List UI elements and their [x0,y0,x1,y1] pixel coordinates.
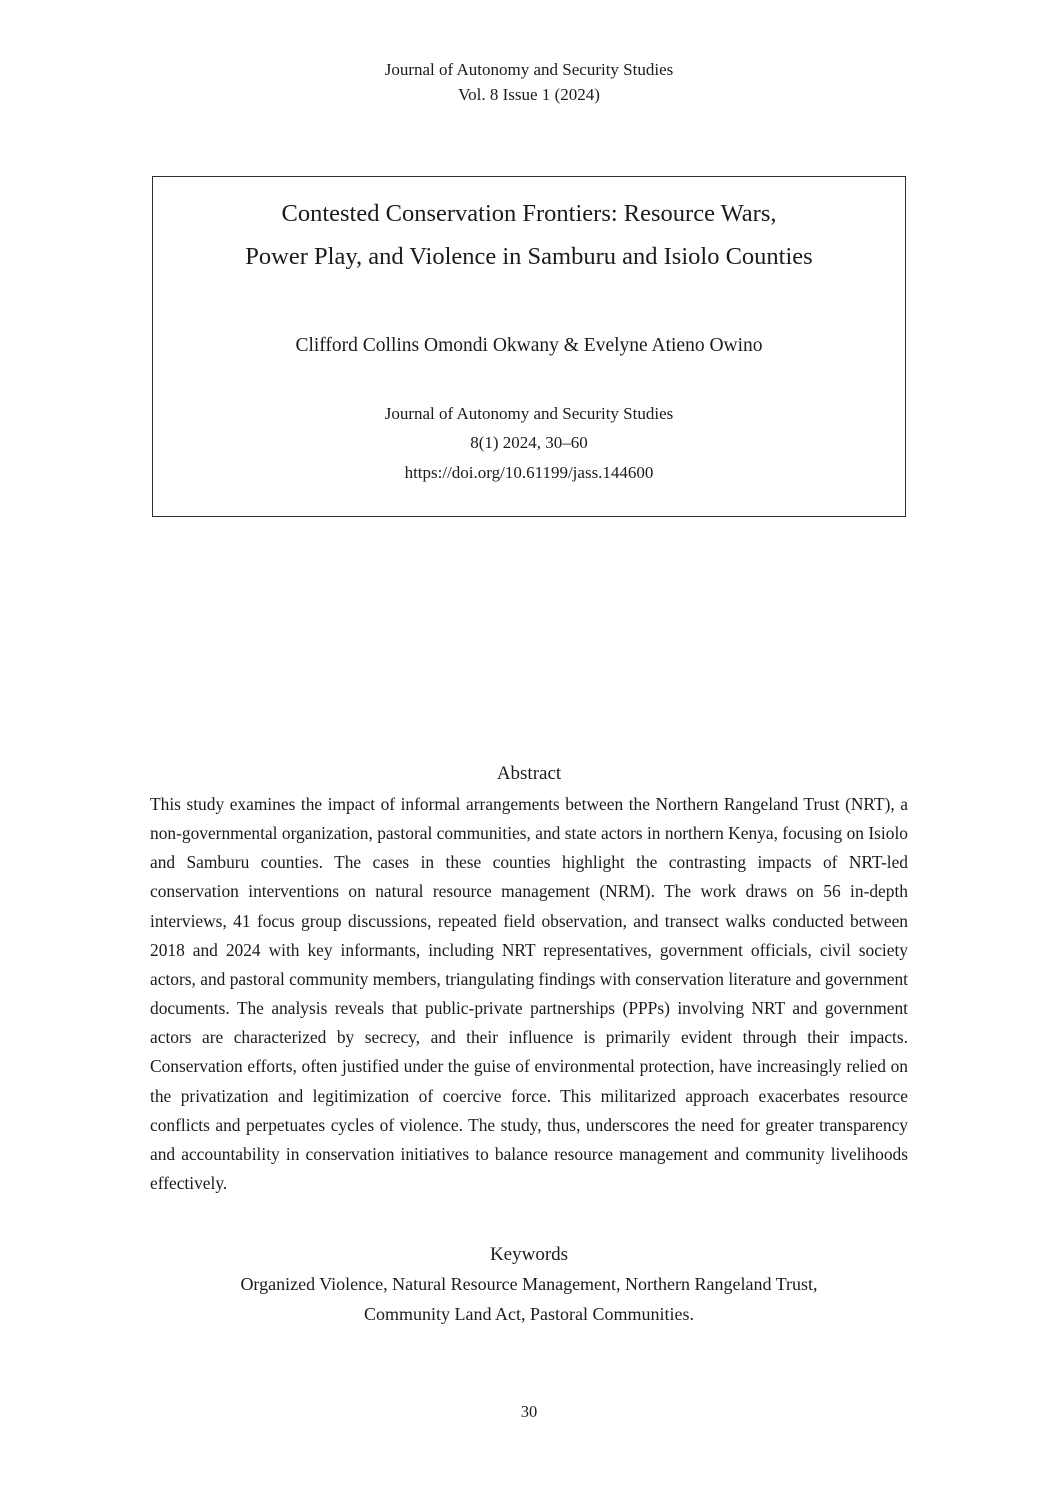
abstract-text: This study examines the impact of informal arrangements between the Northern Rangeland Trust (NRT), a non-governmental organization, pastoral communities, and state actors in northern Kenya, focusing on Isiolo and Samburu counties. The cases in these counties highlight the contrasting impacts of NRT-led conservation interventions on natural resource management (NRM). The work draws on 56 in-depth interviews, 41 focus group discussions, repeated field observation, and transect walks conducted between 2018 and 2024 with key informants, including NRT representatives, government officials, civil society actors, and pastoral community members, triangulating findings with conservation literature and government documents. The analysis reveals that public-private partnerships (PPPs) involving NRT and government actors are characterized by secrecy, and their influence is primarily evident through their impacts. Conservation efforts, often justified under the guise of environmental protection, have increasingly relied on the privatization and legitimization of coercive force. This militarized approach exacerbates resource conflicts and perpetuates cycles of violence. The study, thus, underscores the need for greater transparency and accountability in conservation initiatives to balance resource management and community livelihoods effectively. [150,794,908,1194]
running-header-issue: Vol. 8 Issue 1 (2024) [458,85,600,104]
paper-title-line-1: Contested Conservation Frontiers: Resource Wars, [281,200,777,227]
publication-journal-name: Journal of Autonomy and Security Studies [384,404,674,423]
abstract-heading: Abstract [496,763,562,784]
keywords-line-2: Community Land Act, Pastoral Communities. [364,1304,694,1324]
keywords-line-1: Organized Violence, Natural Resource Management, Northern Rangeland Trust, [240,1274,818,1294]
publication-citation: 8(1) 2024, 30–60 [470,433,588,453]
publication-info [153,399,905,487]
running-header [0,57,1058,107]
paper-title-line-2: Power Play, and Violence in Samburu and Isiolo Counties [245,243,813,270]
keywords-heading: Keywords [489,1244,569,1265]
paper-title [153,192,905,278]
doi-link[interactable]: https://doi.org/10.61199/jass.144600 [404,462,654,482]
authors: Clifford Collins Omondi Okwany & Evelyne Atieno Owino [295,335,763,356]
running-header-journal: Journal of Autonomy and Security Studies [384,60,674,79]
title-box [152,176,906,517]
page-number: 30 [520,1402,538,1421]
